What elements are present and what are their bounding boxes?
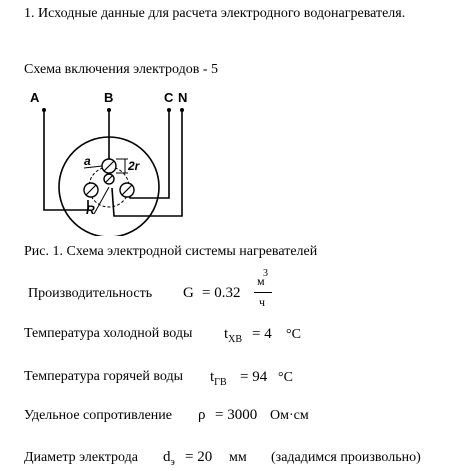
label-a: a: [84, 154, 91, 168]
productivity-symbol: G: [183, 285, 194, 301]
unit-denominator: ч: [259, 295, 266, 309]
resistivity-symbol: ρ: [198, 407, 206, 423]
productivity-label: Производительность: [28, 286, 153, 301]
cold-temp-unit: °C: [286, 327, 301, 342]
terminal-c: C: [164, 90, 174, 105]
document-title: 1. Исходные данные для расчета электродного водонагревателя.: [24, 6, 406, 21]
resistivity-value: = 3000: [215, 407, 258, 423]
unit-numerator: м: [257, 274, 265, 288]
label-2r: 2r: [128, 159, 140, 173]
diameter-unit: мм: [229, 450, 247, 465]
fraction-bar: [254, 292, 272, 293]
cold-temp-label: Температура холодной воды: [24, 326, 193, 341]
resistivity-unit: Ом·см: [270, 408, 309, 423]
hot-temp-label: Температура горячей воды: [24, 369, 184, 384]
diameter-value: = 20: [185, 449, 213, 465]
resistivity-label: Удельное сопротивление: [24, 408, 172, 423]
hot-temp-value: = 94: [240, 369, 268, 385]
diameter-note: (зададимся произвольно): [271, 450, 421, 465]
label-r: R: [86, 203, 95, 217]
diameter-label: Диаметр электрода: [24, 450, 138, 465]
terminal-b: B: [104, 90, 114, 105]
unit-power: 3: [263, 268, 268, 279]
scheme-caption: Схема включения электродов - 5: [24, 62, 219, 77]
figure-caption: Рис. 1. Схема электродной системы нагревателей: [24, 244, 318, 259]
cold-temp-value: = 4: [252, 326, 272, 342]
cold-temp-symbol: $t_{ХВ}$: [224, 326, 243, 345]
electrode-diagram: [24, 86, 204, 236]
diameter-symbol: $d_э$: [163, 449, 175, 468]
terminal-a: A: [30, 90, 40, 105]
hot-temp-unit: °C: [278, 370, 293, 385]
productivity-unit: [254, 268, 274, 312]
hot-temp-symbol: $t_{ГВ}$: [210, 369, 227, 388]
productivity-value: = 0.32: [202, 285, 241, 301]
terminal-n: N: [178, 90, 188, 105]
